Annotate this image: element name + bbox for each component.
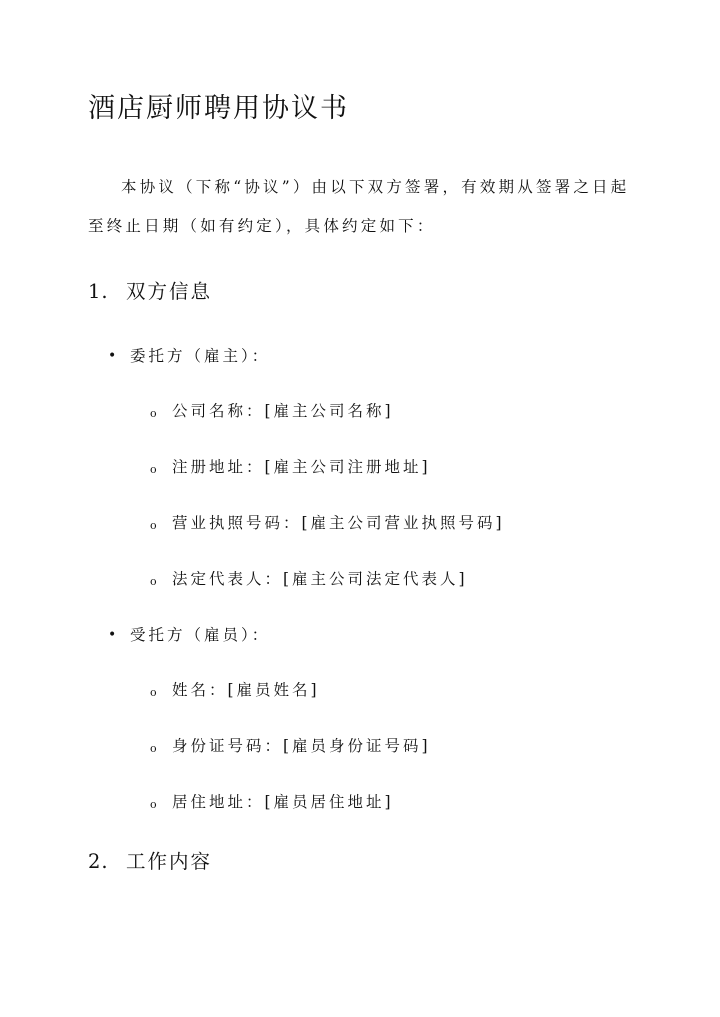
section-heading-1: [88, 276, 212, 304]
list-item-registered-address: [150, 455, 431, 477]
section-title: 工作内容: [126, 850, 213, 873]
list-item-residential-address: [150, 790, 394, 812]
party-label: 委托方（雇主）：: [130, 347, 271, 365]
field-text: 法定代表人：[雇主公司法定代表人]: [172, 570, 468, 588]
bullet-icon: •: [108, 348, 120, 364]
field-text: 居住地址：[雇员居住地址]: [172, 793, 394, 811]
list-item-employer: [108, 344, 270, 366]
list-item-company-name: [150, 399, 394, 421]
intro-paragraph: 本协议（下称“协议”）由以下双方签署，有效期从签署之日起至终止日期（如有约定），具体约定如下：: [88, 178, 630, 235]
list-item-employee-name: [150, 678, 320, 700]
circle-bullet-icon: o: [150, 798, 160, 811]
party-label: 受托方（雇员）：: [130, 626, 271, 644]
section-number: 1.: [88, 280, 109, 303]
circle-bullet-icon: o: [150, 686, 160, 699]
field-text: 公司名称：[雇主公司名称]: [172, 402, 394, 420]
field-text: 营业执照号码：[雇主公司营业执照号码]: [172, 514, 505, 532]
circle-bullet-icon: o: [150, 519, 160, 532]
list-item-id-number: [150, 734, 431, 756]
section-number: 2.: [88, 850, 109, 873]
field-text: 注册地址：[雇主公司注册地址]: [172, 458, 431, 476]
bullet-icon: •: [108, 627, 120, 643]
list-item-employee: [108, 623, 270, 645]
document-title: 酒店厨师聘用协议书: [88, 93, 349, 124]
circle-bullet-icon: o: [150, 575, 160, 588]
circle-bullet-icon: o: [150, 407, 160, 420]
circle-bullet-icon: o: [150, 742, 160, 755]
list-item-legal-representative: [150, 567, 468, 589]
list-item-license-number: [150, 511, 505, 533]
circle-bullet-icon: o: [150, 463, 160, 476]
field-text: 身份证号码：[雇员身份证号码]: [172, 737, 431, 755]
section-title: 双方信息: [126, 280, 213, 303]
section-heading-2: [88, 846, 212, 874]
field-text: 姓名：[雇员姓名]: [172, 681, 320, 699]
